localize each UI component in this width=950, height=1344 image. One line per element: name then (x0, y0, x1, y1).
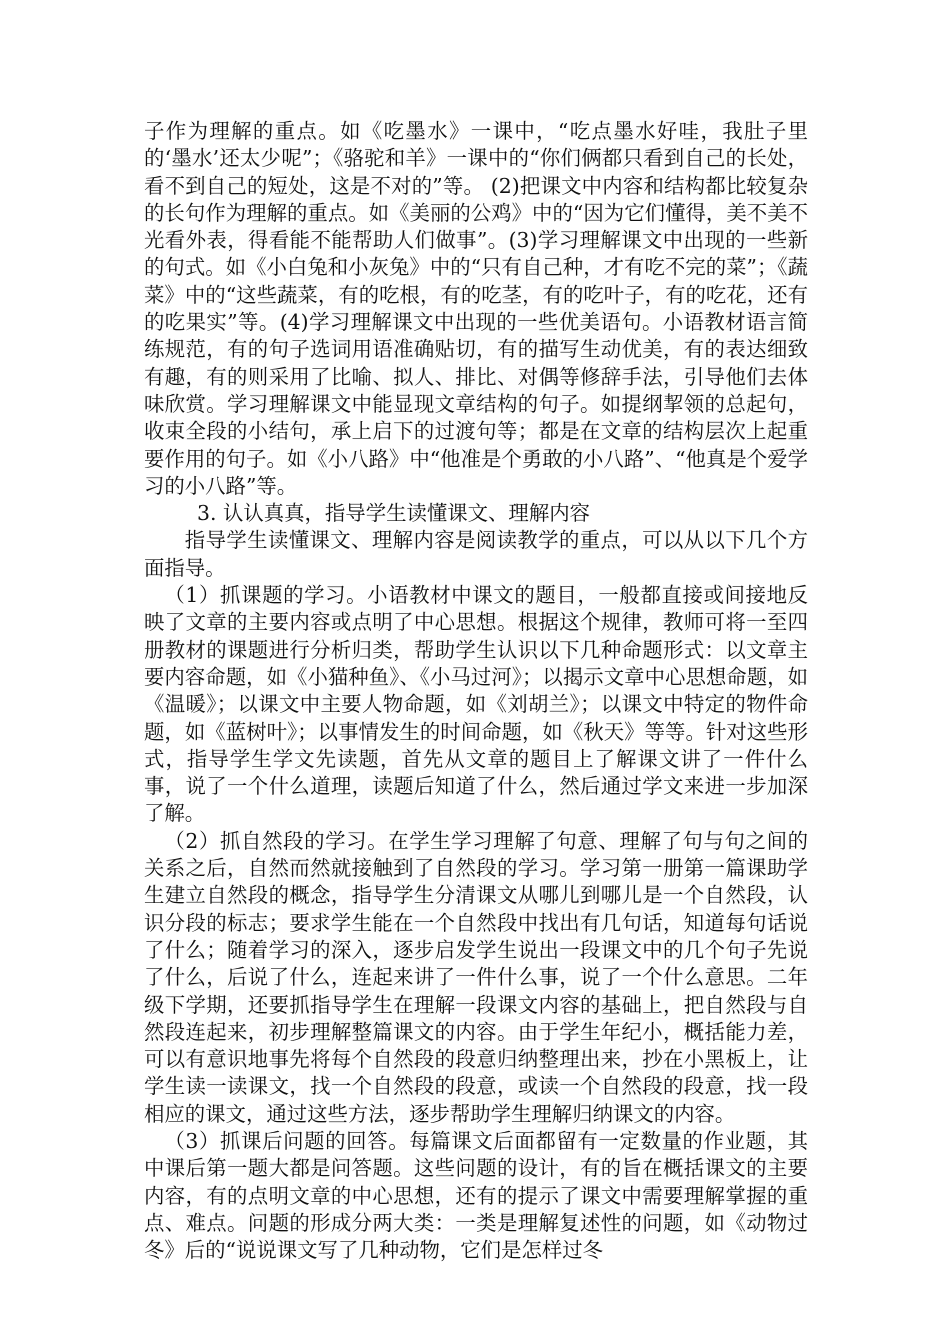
paragraph-sentence-focus: 子作为理解的重点。如《吃墨水》一课中，“吃点墨水好哇，我肚子里的‘墨水’还太少呢”；《骆驼和羊》一课中的“你们俩都只看到自己的长处，看不到自己的短处，这是不对的”等。 (2)把课文中内容和结构都比较复杂的长句作为理解的重点。如《美丽的公鸡》中的“因为它们懂得，美不美不光看外表，得看能不能帮助人们做事”。(3)学习理解课文中出现的一些新的句式。如《小白兔和小灰兔》中的“只有自己种，才有吃不完的菜”；《蔬菜》中的“这些蔬菜，有的吃根，有的吃茎，有的吃叶子，有的吃花，还有的吃果实”等。(4)学习理解课文中出现的一些优美语句。小语教材语言简练规范，有的句子选词用语准确贴切，有的描写生动优美，有的表达细致有趣，有的则采用了比喻、拟人、排比、对偶等修辞手法，引导他们去体味欣赏。学习理解课文中能显现文章结构的句子。如提纲挈领的总起句，收束全段的小结句，承上启下的过渡句等；都是在文章的结构层次上起重要作用的句子。如《小八路》中“他准是个勇敢的小八路”、“他真是个爱学习的小八路”等。 (144, 119, 808, 498)
paragraph-topic-2: （2）抓自然段的学习。在学生学习理解了句意、理解了句与句之间的关系之后，自然而然就接触到了自然段的学习。学习第一册第一篇课助学生建立自然段的概念，指导学生分清课文从哪儿到哪儿是一个自然段，认识分段的标志；要求学生能在一个自然段中找出有几句话，知道每句话说了什么；随着学习的深入，逐步启发学生说出一段课文中的几个句子先说了什么，后说了什么，连起来讲了一件什么事，说了一个什么意思。二年级下学期，还要抓指导学生在理解一段课文内容的基础上，把自然段与自然段连起来，初步理解整篇课文的内容。由于学生年纪小，概括能力差，可以有意识地事先将每个自然段的段意归纳整理出来，抄在小黑板上，让学生读一读课文，找一个自然段的段意，或读一个自然段的段意，找一段相应的课文，通过这些方法，逐步帮助学生理解归纳课文的内容。 (144, 828, 808, 1126)
paragraph-intro: 指导学生读懂课文、理解内容是阅读教学的重点，可以从以下几个方面指导。 (144, 528, 808, 580)
section-heading-3: 3. 认认真真，指导学生读懂课文、理解内容 (197, 501, 590, 526)
paragraph-topic-3: （3）抓课后问题的回答。每篇课文后面都留有一定数量的作业题，其中课后第一题大都是问答题。这些问题的设计，有的旨在概括课文的主要内容，有的点明文章的中心思想，还有的提示了课文中需要理解掌握的重点、难点。问题的形成分两大类：一类是理解复述性的问题，如《动物过冬》后的“说说课文写了几种动物，它们是怎样过冬 (144, 1128, 808, 1263)
document-page (144, 118, 808, 1264)
paragraph-topic-1: （1）抓课题的学习。小语教材中课文的题目，一般都直接或间接地反映了文章的主要内容或点明了中心思想。根据这个规律，教师可将一至四册教材的课题进行分析归类，帮助学生认识以下几种命题形式：以文章主要内容命题，如《小猫种鱼》、《小马过河》；以揭示文章中心思想命题，如《温暖》；以课文中主要人物命题，如《刘胡兰》；以课文中特定的物件命题，如《蓝树叶》；以事情发生的时间命题，如《秋天》等等。针对这些形式，指导学生学文先读题，首先从文章的题目上了解课文讲了一件什么事，说了一个什么道理，读题后知道了什么，然后通过学文来进一步加深了解。 (144, 583, 808, 826)
